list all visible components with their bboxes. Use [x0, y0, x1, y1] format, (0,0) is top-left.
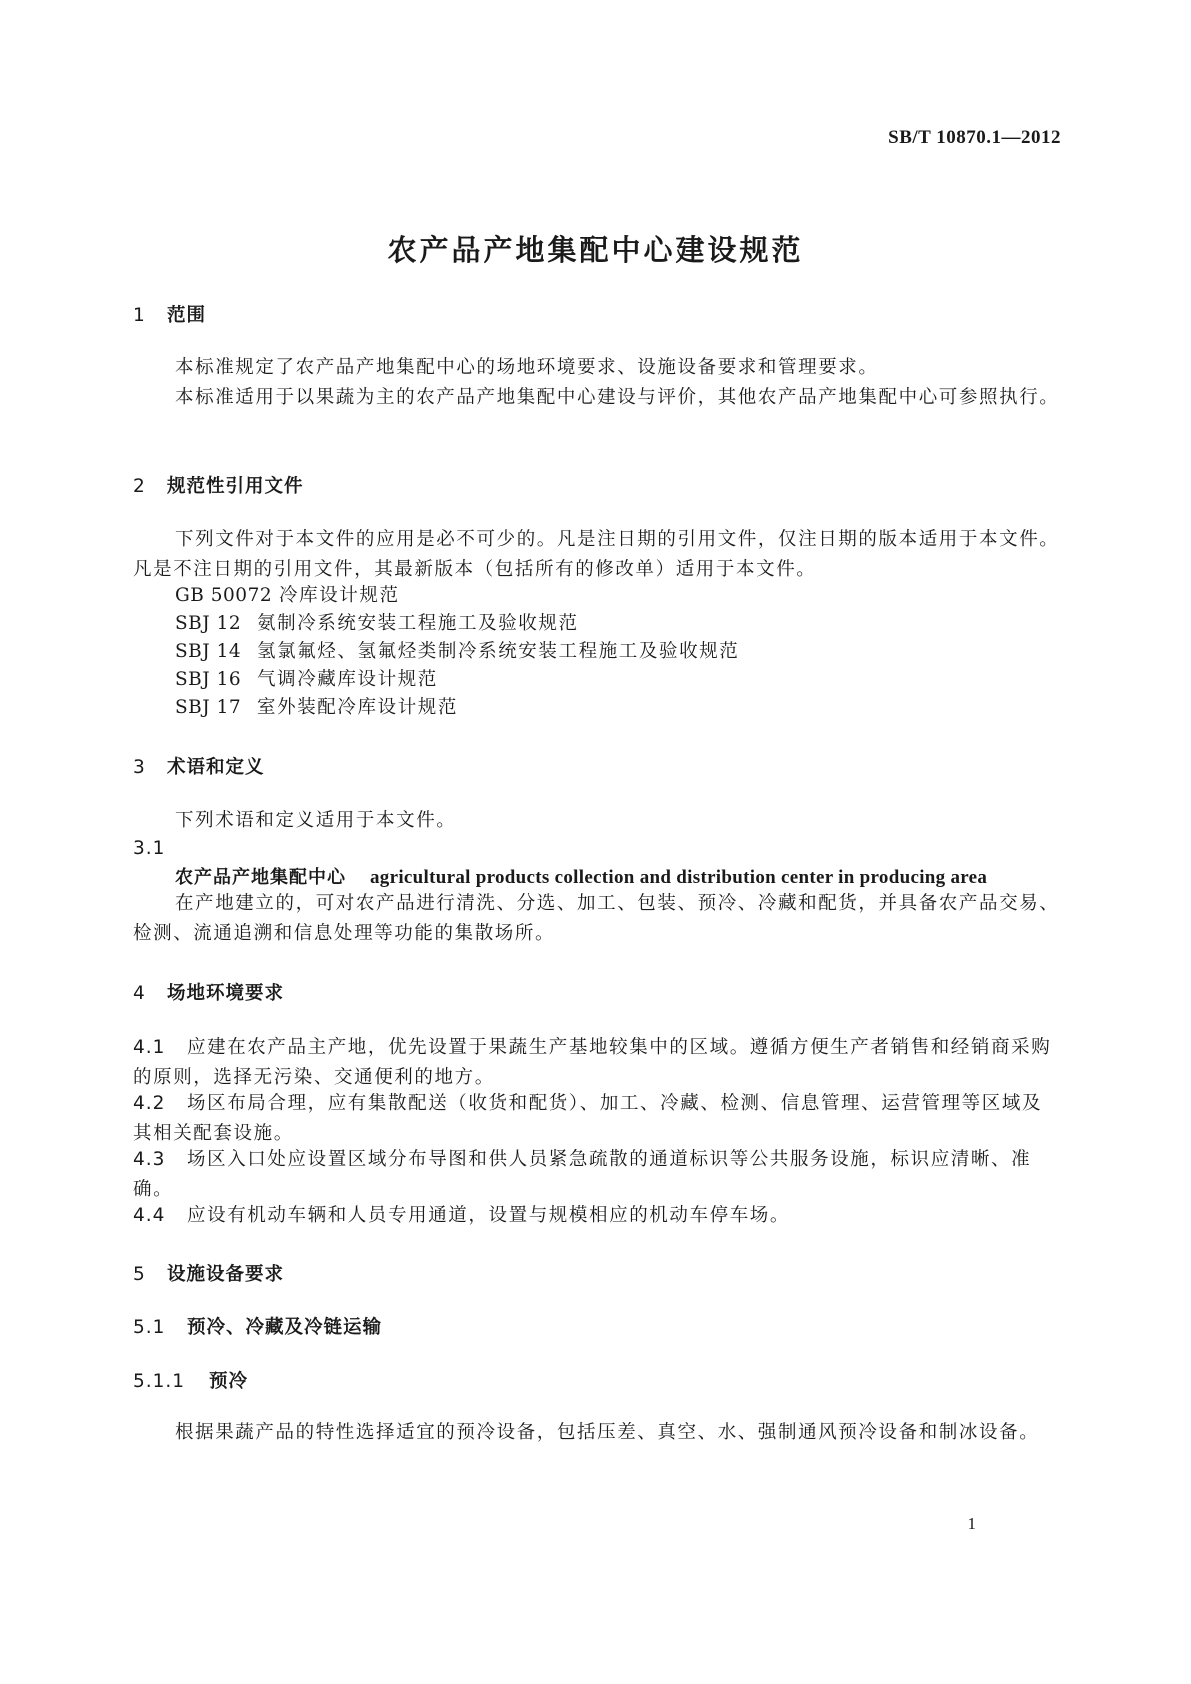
section-number: 1: [133, 305, 146, 326]
clause-4-2: [133, 1089, 1061, 1149]
section-title: 规范性引用文件: [167, 476, 304, 497]
section-number: 4: [133, 983, 146, 1004]
clause-text: 场区入口处应设置区域分布导图和供人员紧急疏散的通道标识等公共服务设施，标识应清晰、准确。: [133, 1149, 1032, 1200]
clause-text: 应建在农产品主产地，优先设置于果蔬生产基地较集中的区域。遵循方便生产者销售和经销商采购的原则，选择无污染、交通便利的地方。: [133, 1037, 1052, 1088]
section-1-heading: [133, 301, 206, 327]
clause-number: 4.1: [133, 1037, 166, 1058]
section-number: 5.1.1: [133, 1371, 186, 1392]
section-3-intro: 下列术语和定义适用于本文件。: [175, 810, 457, 831]
subsection-5-1-heading: [133, 1313, 382, 1339]
section-5-heading: [133, 1260, 284, 1286]
term-entry: [175, 863, 987, 889]
section-1-paragraph-1: 本标准规定了农产品产地集配中心的场地环境要求、设施设备要求和管理要求。: [175, 357, 879, 378]
clause-4-1: [133, 1033, 1061, 1093]
clause-text: 场区布局合理，应有集散配送（收货和配货）、加工、冷藏、检测、信息管理、运营管理等区域及其相关配套设施。: [133, 1093, 1043, 1144]
section-title: 场地环境要求: [167, 983, 285, 1004]
standard-number: SB/T 10870.1—2012: [888, 127, 1061, 148]
section-1-paragraph-2: 本标准适用于以果蔬为主的农产品产地集配中心建设与评价，其他农产品产地集配中心可参照执行。: [175, 387, 1060, 408]
reference-code: SBJ 14: [175, 641, 242, 662]
section-3-heading: [133, 753, 265, 779]
clause-text: 应设有机动车辆和人员专用通道，设置与规模相应的机动车停车场。: [187, 1205, 791, 1226]
section-number: 5: [133, 1264, 146, 1285]
document-title: 农产品产地集配中心建设规范: [387, 233, 804, 267]
term-chinese: 农产品产地集配中心: [175, 867, 346, 888]
reference-title: 冷库设计规范: [279, 585, 400, 606]
reference-title: 气调冷藏库设计规范: [257, 669, 438, 690]
reference-code: SBJ 17: [175, 697, 242, 718]
clause-number: 4.4: [133, 1205, 166, 1226]
reference-item: [175, 581, 400, 611]
term-number: 3.1: [133, 838, 166, 859]
reference-item: [175, 609, 579, 639]
section-2-intro: 下列文件对于本文件的应用是必不可少的。凡是注日期的引用文件，仅注日期的版本适用于本文件。凡是不注日期的引用文件，其最新版本（包括所有的修改单）适用于本文件。: [133, 529, 1060, 580]
reference-title: 氢氯氟烃、氢氟烃类制冷系统安装工程施工及验收规范: [257, 641, 740, 662]
section-5-1-1-paragraph: 根据果蔬产品的特性选择适宜的预冷设备，包括压差、真空、水、强制通风预冷设备和制冰设备。: [175, 1422, 1040, 1443]
reference-title: 氨制冷系统安装工程施工及验收规范: [257, 613, 579, 634]
term-definition: 在产地建立的，可对农产品进行清洗、分选、加工、包装、预冷、冷藏和配货，并具备农产品交易、检测、流通追溯和信息处理等功能的集散场所。: [133, 893, 1060, 944]
term-english: agricultural products collection and distribution center in producing area: [370, 867, 988, 888]
reference-code: GB 50072: [175, 585, 273, 606]
section-title: 范围: [167, 305, 207, 326]
page-number: 1: [967, 1514, 976, 1533]
section-2-heading: [133, 472, 304, 498]
clause-4-3: [133, 1145, 1061, 1205]
section-title: 设施设备要求: [167, 1264, 285, 1285]
section-title: 预冷: [209, 1371, 249, 1392]
reference-item: [175, 693, 458, 723]
section-number: 5.1: [133, 1317, 166, 1338]
clause-4-4: [133, 1201, 1061, 1231]
reference-item: [175, 665, 438, 695]
clause-number: 4.2: [133, 1093, 166, 1114]
section-number: 3: [133, 757, 146, 778]
reference-code: SBJ 16: [175, 669, 242, 690]
section-4-heading: [133, 979, 284, 1005]
section-title: 预冷、冷藏及冷链运输: [187, 1317, 383, 1338]
reference-item: [175, 637, 739, 667]
reference-title: 室外装配冷库设计规范: [257, 697, 459, 718]
clause-number: 4.3: [133, 1149, 166, 1170]
section-number: 2: [133, 476, 146, 497]
section-title: 术语和定义: [167, 757, 265, 778]
subsection-5-1-1-heading: [133, 1367, 248, 1393]
reference-code: SBJ 12: [175, 613, 242, 634]
